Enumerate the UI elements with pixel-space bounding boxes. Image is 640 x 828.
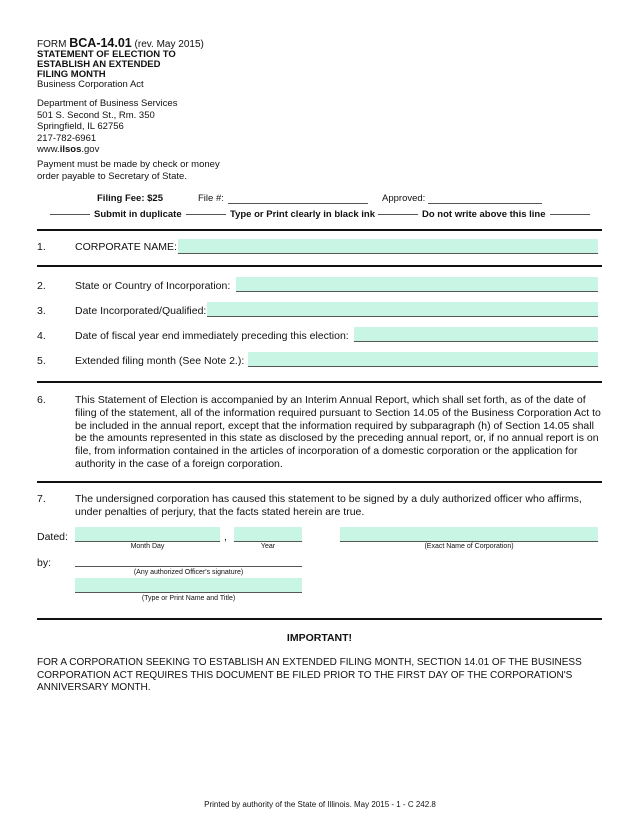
section-rule <box>37 265 602 267</box>
officer-signature-caption: (Any authorized Officer's signature) <box>133 569 244 576</box>
type-print-note: Type or Print clearly in black ink <box>230 209 376 220</box>
state-country-field[interactable] <box>236 277 598 292</box>
form-revision: (rev. May 2015) <box>134 39 204 50</box>
year-field[interactable] <box>234 527 302 542</box>
fiscal-year-end-label: Date of fiscal year end immediately preceding this election: <box>75 330 349 342</box>
filing-fee: Filing Fee: $25 <box>97 193 163 204</box>
payment-line1: Payment must be made by check or money <box>37 159 220 170</box>
instruction-dash-1 <box>50 214 90 215</box>
item-7-number: 7. <box>37 493 46 505</box>
section-rule <box>37 481 602 483</box>
payment-line2: order payable to Secretary of State. <box>37 170 187 182</box>
item-2-number: 2. <box>37 280 46 292</box>
year-caption: Year <box>260 543 276 550</box>
item-6-text: This Statement of Election is accompanied by an Interim Annual Report, which shall set forth, as of the date of filing of the statement, all of the information required pursuant to Section 14.05 of the Business Corporation Act to be included in the annual report, except that the information required by subparagraph (h) of Section 14.05 shall be the amounts represented in this state as disclosed by the preceding annual report, or, if no annual report is on file, from information contained in the articles of incorporation of a domestic corporation or the application for authority in the case of a foreign corporation. <box>75 394 601 470</box>
corporation-name-caption: (Exact Name of Corporation) <box>424 543 514 550</box>
date-incorporated-label: Date Incorporated/Qualified: <box>75 305 207 317</box>
corporate-name-label: CORPORATE NAME: <box>75 241 177 253</box>
extended-month-label: Extended filing month (See Note 2.): <box>75 355 245 367</box>
item-1-number: 1. <box>37 241 46 253</box>
print-name-caption: (Type or Print Name and Title) <box>141 595 236 602</box>
month-day-caption: Month Day <box>130 543 165 550</box>
date-incorporated-field[interactable] <box>207 302 598 317</box>
form-prefix: FORM <box>37 39 67 50</box>
approved-line <box>428 203 542 204</box>
form-header <box>37 38 204 90</box>
payment-note <box>37 159 220 182</box>
item-3-number: 3. <box>37 305 46 317</box>
extended-month-field[interactable] <box>248 352 598 367</box>
corporate-name-field[interactable] <box>178 239 598 254</box>
department-street: 501 S. Second St., Rm. 350 <box>37 109 155 121</box>
form-act: Business Corporation Act <box>37 79 144 90</box>
approved-label: Approved: <box>382 193 426 204</box>
file-number-label: File #: <box>198 193 224 204</box>
fiscal-year-end-field[interactable] <box>354 327 598 342</box>
important-title: IMPORTANT! <box>286 632 353 644</box>
form-number: BCA-14.01 <box>69 36 132 50</box>
item-5-number: 5. <box>37 355 46 367</box>
submit-duplicate: Submit in duplicate <box>94 209 182 220</box>
form-title-line3: FILING MONTH <box>37 69 106 80</box>
web-suffix: .gov <box>81 144 100 155</box>
form-title-line1: STATEMENT OF ELECTION TO <box>37 49 176 60</box>
department-website[interactable] <box>37 144 177 156</box>
section-rule <box>37 381 602 383</box>
department-name: Department of Business Services <box>37 98 178 109</box>
state-country-label: State or Country of Incorporation: <box>75 280 231 292</box>
dated-label: Dated: <box>37 531 68 543</box>
instruction-dash-2 <box>186 214 226 215</box>
instruction-dash-3 <box>378 214 418 215</box>
web-domain: ilsos <box>59 144 82 155</box>
file-number-line <box>228 203 368 204</box>
department-phone: 217-782-6961 <box>37 132 97 144</box>
by-label: by: <box>37 557 52 569</box>
instruction-dash-4 <box>550 214 590 215</box>
item-7-text: The undersigned corporation has caused this statement to be signed by a duly authorized officer who affirms, under penalties of perjury, that the facts stated herein are true. <box>75 493 582 518</box>
corporation-name-sign-field[interactable] <box>340 527 598 542</box>
item-4-number: 4. <box>37 330 46 342</box>
print-name-title-field[interactable] <box>75 578 302 593</box>
department-address <box>37 98 177 156</box>
item-6-number: 6. <box>37 394 46 406</box>
department-city: Springfield, IL 62756 <box>37 121 124 132</box>
page-footer: Printed by authority of the State of Illinois. May 2015 - 1 - C 242.8 <box>204 800 436 809</box>
month-day-field[interactable] <box>75 527 220 542</box>
section-rule <box>37 618 602 620</box>
section-rule <box>37 229 602 231</box>
important-text: FOR A CORPORATION SEEKING TO ESTABLISH AN EXTENDED FILING MONTH, SECTION 14.01 OF THE BUSINESS CORPORATION ACT REQUIRES THIS DOCUMENT BE FILED PRIOR TO THE FIRST DAY OF THE CORPORATION'S ANNIVERSARY MONTH. <box>37 657 582 693</box>
officer-signature-line[interactable] <box>75 566 302 567</box>
date-comma: , <box>224 531 227 543</box>
web-prefix: www. <box>37 144 60 155</box>
do-not-write-note: Do not write above this line <box>422 209 546 220</box>
form-title-line2: ESTABLISH AN EXTENDED <box>37 59 161 70</box>
